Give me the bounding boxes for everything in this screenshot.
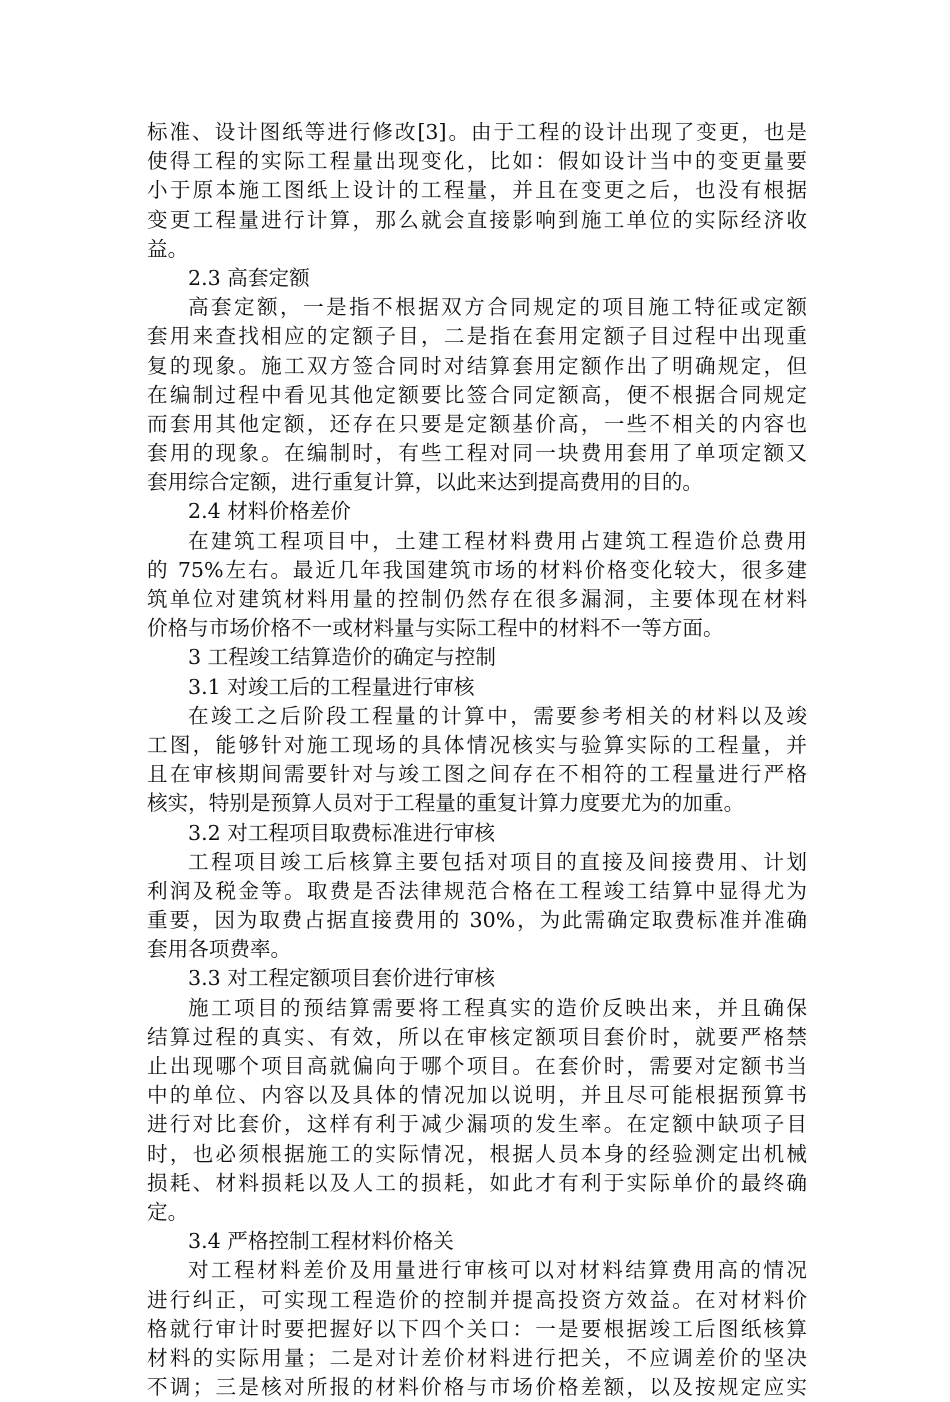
paragraph-line: 在建筑工程项目中，土建工程材料费用占建筑工程造价总费用 xyxy=(188,528,807,553)
paragraph-line: 在竣工之后阶段工程量的计算中，需要参考相关的材料以及竣 xyxy=(188,703,807,728)
section-heading: 3.3 对工程定额项目套价进行审核 xyxy=(188,966,496,991)
paragraph-line: 而套用其他定额，还存在只要是定额基价高，一些不相关的内容也 xyxy=(147,411,807,436)
paragraph-line: 止出现哪个项目高就偏向于哪个项目。在套价时，需要对定额书当 xyxy=(147,1054,807,1078)
paragraph-line: 变更工程量进行计算，那么就会直接影响到施工单位的实际经济收 xyxy=(147,207,807,232)
paragraph-line: 进行纠正，可实现工程造价的控制并提高投资方效益。在对材料价 xyxy=(147,1287,807,1312)
paragraph-line: 套用来查找相应的定额子目，二是指在套用定额子目过程中出现重 xyxy=(147,324,807,349)
paragraph-line: 对工程材料差价及用量进行审核可以对材料结算费用高的情况 xyxy=(188,1258,807,1283)
section-heading: 3.1 对竣工后的工程量进行审核 xyxy=(188,674,475,699)
document-page xyxy=(147,118,807,1402)
paragraph-line: 进行对比套价，这样有利于减少漏项的发生率。在定额中缺项子目 xyxy=(147,1112,807,1137)
paragraph-line: 利润及税金等。取费是否法律规范合格在工程竣工结算中显得尤为 xyxy=(147,878,807,903)
section-heading: 3.2 对工程项目取费标准进行审核 xyxy=(188,820,496,845)
paragraph-line: 核实，特别是预算人员对于工程量的重复计算力度要尤为的加重。 xyxy=(147,791,745,816)
paragraph-line: 高套定额，一是指不根据双方合同规定的项目施工特征或定额 xyxy=(188,295,807,320)
paragraph-line: 益。 xyxy=(147,236,189,261)
paragraph-line: 材料的实际用量；二是对计差价材料进行把关，不应调差价的坚决 xyxy=(147,1345,807,1370)
paragraph-line: 不调；三是核对所报的材料价格与市场价格差额，以及按规定应实 xyxy=(147,1375,807,1400)
paragraph-line: 的 75%左右。最近几年我国建筑市场的材料价格变化较大，很多建 xyxy=(147,557,807,582)
paragraph-line: 在编制过程中看见其他定额要比签合同定额高，便不根据合同规定 xyxy=(147,382,807,407)
paragraph-line: 工图，能够针对施工现场的具体情况核实与验算实际的工程量，并 xyxy=(147,732,807,757)
paragraph-line: 套用综合定额，进行重复计算，以此来达到提高费用的目的。 xyxy=(147,470,704,495)
paragraph-line: 筑单位对建筑材料用量的控制仍然存在很多漏洞，主要体现在材料 xyxy=(147,587,807,611)
section-heading: 2.3 高套定额 xyxy=(188,265,310,290)
paragraph-line: 标准、设计图纸等进行修改[3]。由于工程的设计出现了变更，也是 xyxy=(147,120,807,144)
paragraph-line: 小于原本施工图纸上设计的工程量，并且在变更之后，也没有根据 xyxy=(147,178,807,203)
paragraph-line: 定。 xyxy=(147,1199,189,1224)
section-heading: 3.4 严格控制工程材料价格关 xyxy=(188,1229,454,1254)
paragraph-line: 中的单位、内容以及具体的情况加以说明，并且尽可能根据预算书 xyxy=(147,1083,807,1108)
paragraph-line: 时，也必须根据施工的实际情况，根据人员本身的经验测定出机械 xyxy=(147,1141,807,1166)
paragraph-line: 结算过程的真实、有效，所以在审核定额项目套价时，就要严格禁 xyxy=(147,1024,807,1049)
paragraph-line: 工程项目竣工后核算主要包括对项目的直接及间接费用、计划 xyxy=(188,849,807,874)
paragraph-line: 损耗、材料损耗以及人工的损耗，如此才有利于实际单价的最终确 xyxy=(147,1170,807,1195)
section-heading: 2.4 材料价格差价 xyxy=(188,499,351,524)
paragraph-line: 使得工程的实际工程量出现变化，比如：假如设计当中的变更量要 xyxy=(147,149,807,174)
paragraph-line: 套用的现象。在编制时，有些工程对同一块费用套用了单项定额又 xyxy=(147,441,807,466)
paragraph-line: 套用各项费率。 xyxy=(147,937,292,962)
paragraph-line: 价格与市场价格不一或材料量与实际工程中的材料不一等方面。 xyxy=(147,616,724,641)
paragraph-line: 施工项目的预结算需要将工程真实的造价反映出来，并且确保 xyxy=(188,995,807,1020)
paragraph-line: 且在审核期间需要针对与竣工图之间存在不相符的工程量进行严格 xyxy=(147,762,807,787)
paragraph-line: 重要，因为取费占据直接费用的 30%，为此需确定取费标准并准确 xyxy=(147,908,807,933)
paragraph-line: 格就行审计时要把握好以下四个关口：一是要根据竣工后图纸核算 xyxy=(147,1316,807,1341)
paragraph-line: 复的现象。施工双方签合同时对结算套用定额作出了明确规定，但 xyxy=(147,353,807,378)
section-heading: 3 工程竣工结算造价的确定与控制 xyxy=(188,645,496,670)
